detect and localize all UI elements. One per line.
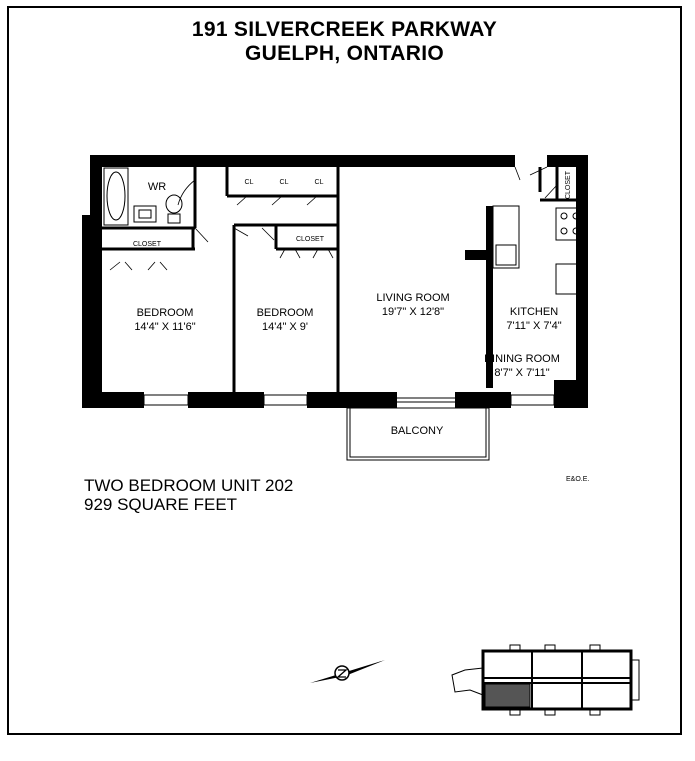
size-living-room: 19'7" X 12'8" <box>381 306 445 318</box>
unit-type: TWO BEDROOM UNIT 202 <box>84 476 294 495</box>
address-title: 191 SILVERCREEK PARKWAY <box>191 18 498 41</box>
label-balcony: BALCONY <box>390 425 444 437</box>
label-wr: WR <box>147 181 167 193</box>
label-bedroom-2: BEDROOM <box>256 307 314 319</box>
compass-icon <box>310 660 385 683</box>
unit-area: 929 SQUARE FEET <box>84 495 238 514</box>
label-living-room: LIVING ROOM <box>376 292 450 304</box>
label-bedroom-1: BEDROOM <box>136 307 194 319</box>
label-closet-kitchen: CLOSET <box>565 170 572 200</box>
label-closet-bed1: CLOSET <box>132 241 162 248</box>
label-cl-1: CL <box>244 179 254 186</box>
label-cl-2: CL <box>279 179 289 186</box>
label-kitchen: KITCHEN <box>509 306 559 318</box>
label-dining-room: DINING ROOM <box>484 353 560 365</box>
building-key-plan <box>452 645 639 715</box>
disclaimer: E&O.E. <box>566 476 590 483</box>
bathroom-fixtures <box>104 168 182 225</box>
city-title: GUELPH, ONTARIO <box>245 42 444 65</box>
size-dining-room: 8'7" X 7'11" <box>494 367 550 379</box>
kitchen-fixtures <box>493 206 584 294</box>
size-kitchen: 7'11" X 7'4" <box>506 320 562 332</box>
label-closet-bed2: CLOSET <box>295 236 325 243</box>
label-cl-3: CL <box>314 179 324 186</box>
size-bedroom-2: 14'4" X 9' <box>261 321 309 333</box>
size-bedroom-1: 14'4" X 11'6" <box>134 321 196 333</box>
